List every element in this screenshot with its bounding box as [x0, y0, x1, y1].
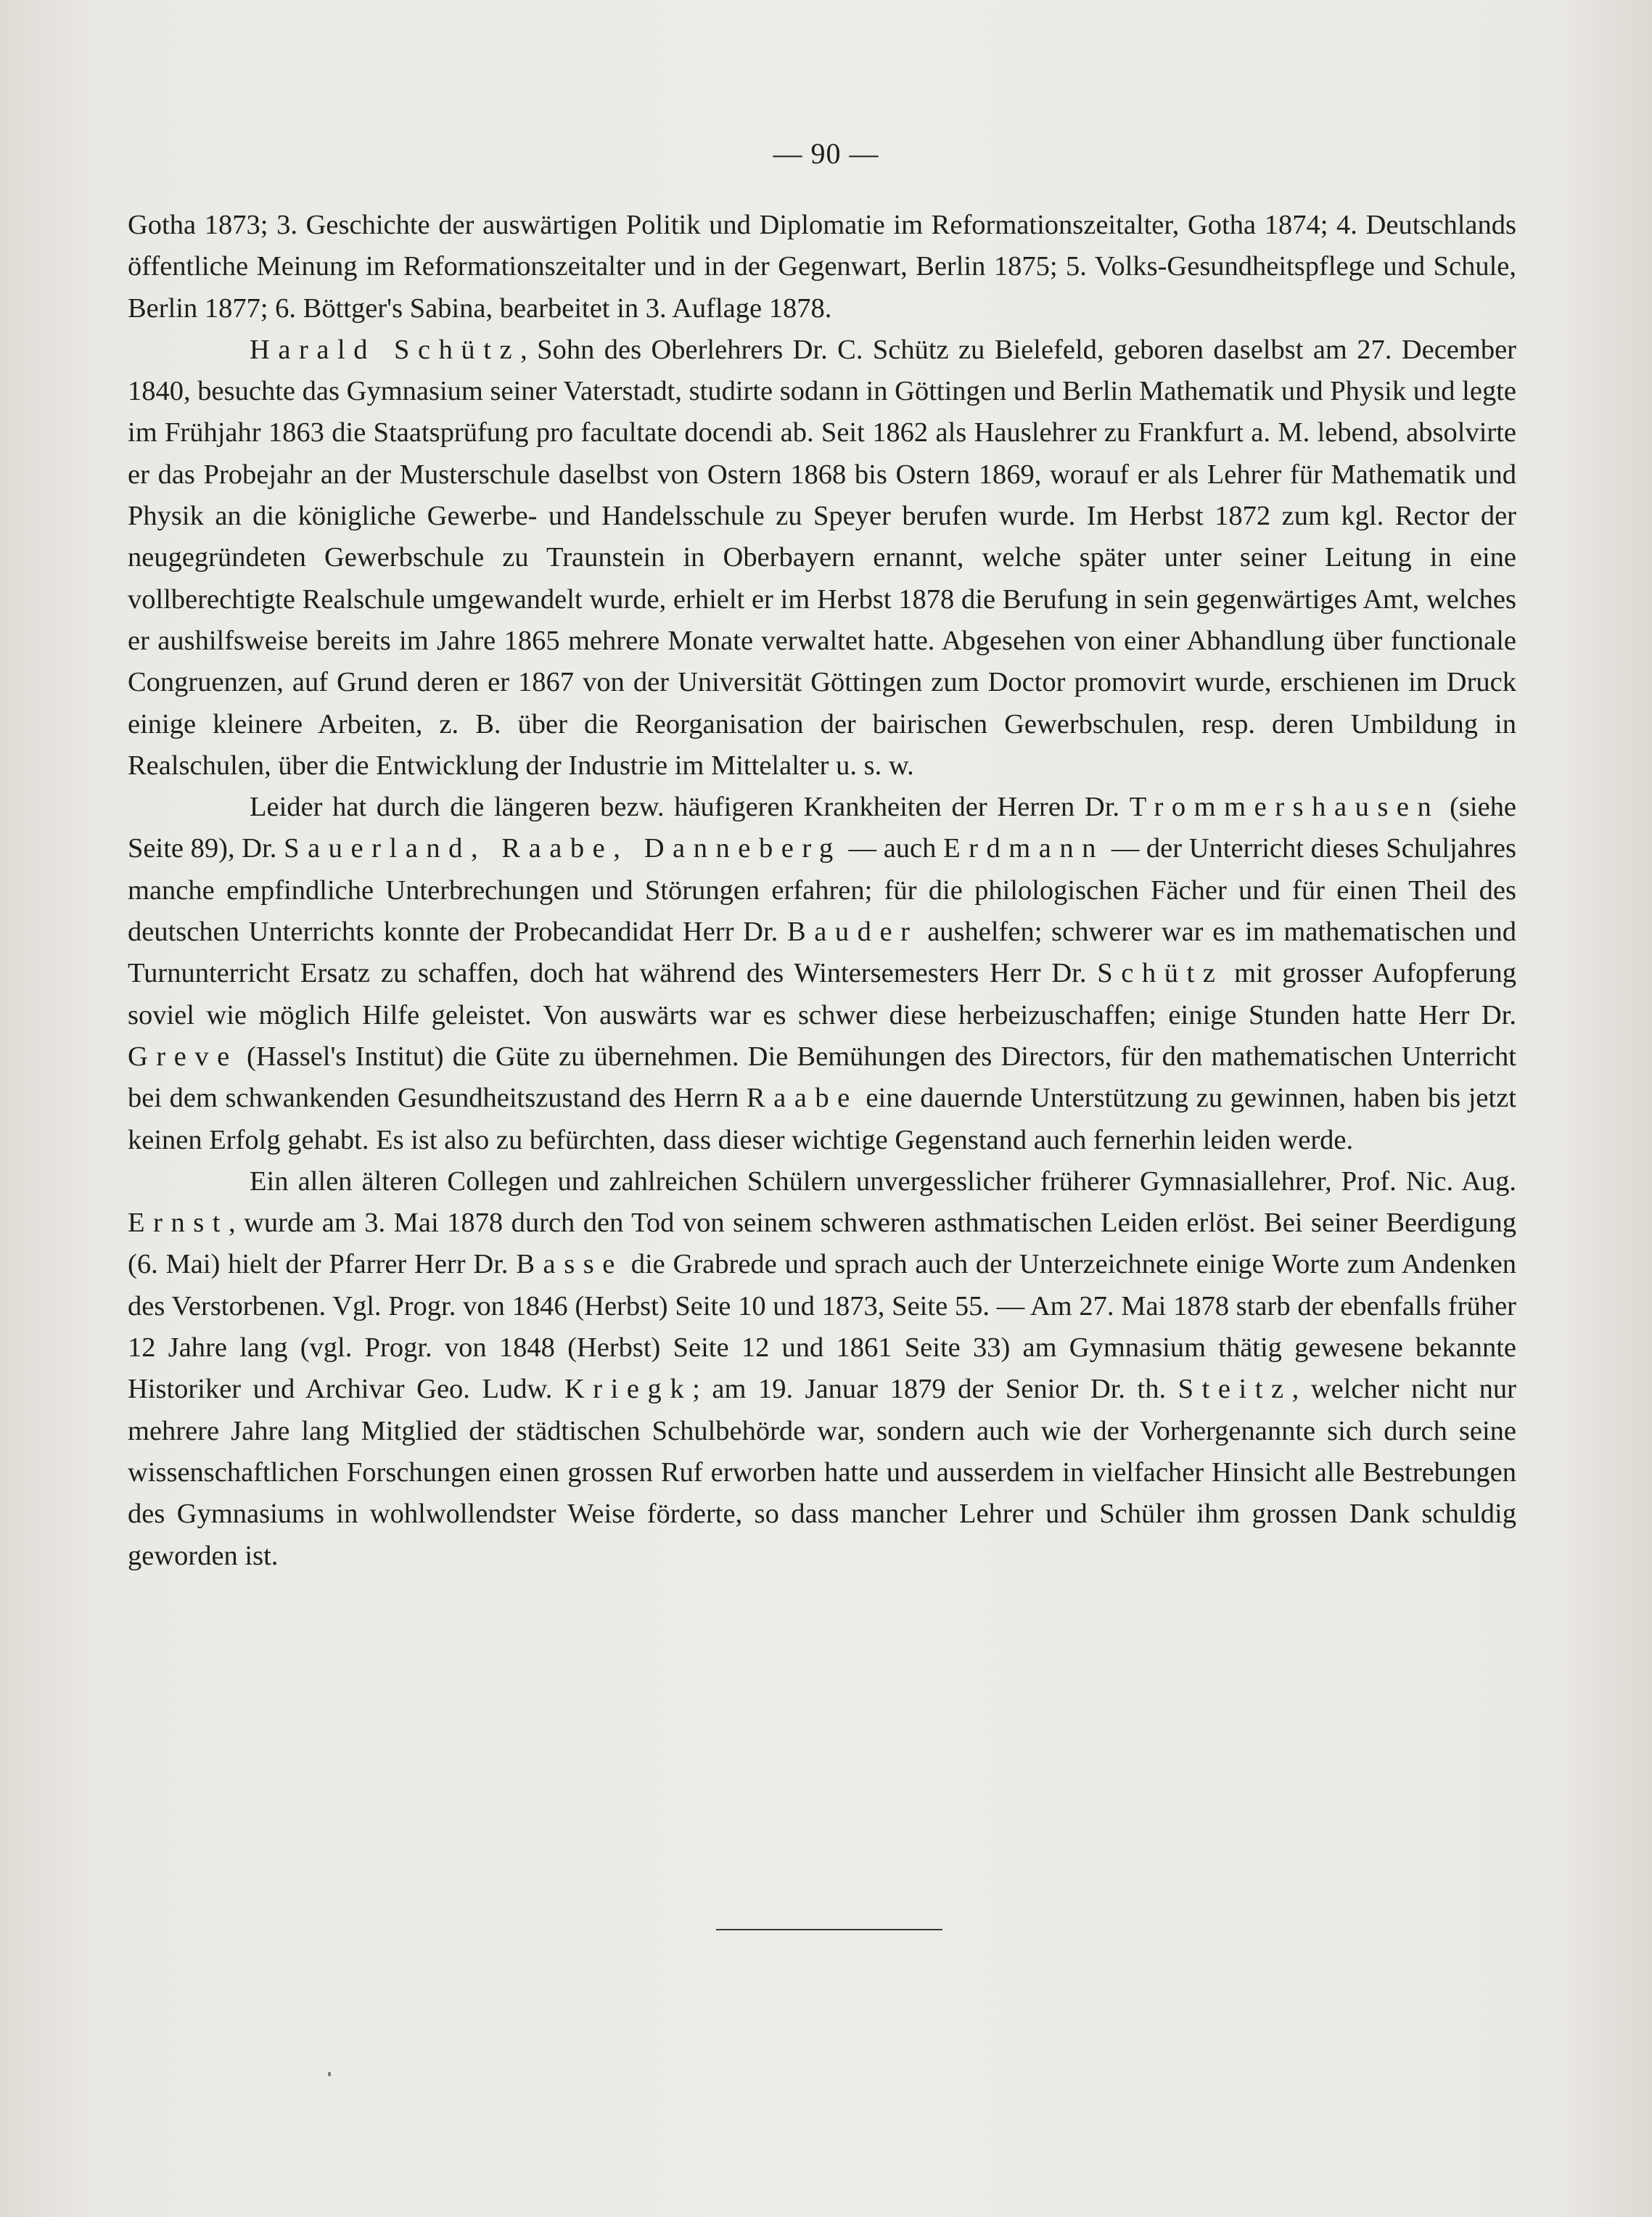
text-run: — der Unterricht dieses Schuljahres manche empfindliche Unterbrechungen und Störungen erfahren; für die philologischen Fächer und für einen Theil des deutschen Unterrichts konnte der Probecandidat Herr Dr. — [128, 833, 1516, 948]
text-run: aushelfen; schwerer war es im mathematischen und Turnunterricht Ersatz zu schaffen, doch hat während des Wintersemesters Herr Dr. — [128, 917, 1516, 989]
spaced-name: Schütz — [1097, 958, 1224, 989]
spaced-name: Bauder — [787, 917, 919, 948]
paragraph-p4 — [128, 1161, 1516, 1577]
paragraph-p1 — [128, 205, 1516, 329]
spaced-name: Harald Schütz — [250, 334, 521, 365]
text-run: , wurde am 3. Mai 1878 durch den Tod von seinem schweren asthmatischen Leiden erlöst. Bei seiner Beerdigung (6. Mai) hielt der Pfarrer Herr Dr. — [128, 1208, 1516, 1280]
spaced-name: Erdmann — [943, 833, 1105, 864]
spaced-name: Basse — [516, 1249, 623, 1280]
end-rule — [716, 1929, 942, 1930]
paragraph-p3 — [128, 787, 1516, 1161]
page-number: — 90 — — [773, 137, 879, 170]
spaced-name: Raabe — [746, 1083, 858, 1114]
text-run: Ein allen älteren Collegen und zahlreichen Schülern unvergesslicher früherer Gymnasiallehrer, Prof. Nic. Aug. — [250, 1165, 1516, 1197]
print-speck — [328, 2072, 331, 2076]
paragraph-p2 — [128, 329, 1516, 787]
text-run: Leider hat durch die längeren bezw. häufigeren Krankheiten der Herren Dr. — [250, 792, 1130, 823]
spaced-name: Greve — [128, 1041, 238, 1072]
text-run: , welcher nicht nur mehrere Jahre lang Mitglied der städtischen Schulbehörde war, sondern auch wie der Vorhergenannte sich durch seine wissenschaftlichen Forschungen einen grossen Ruf erworben hatte und ausserdem in vielfacher Hinsicht alle Bestrebungen des Gymnasiums in wohlwollendster Weise förderte, so dass mancher Lehrer und Schüler ihm grossen Dank schuldig geworden ist. — [128, 1374, 1516, 1571]
spaced-name: Steitz — [1178, 1374, 1292, 1405]
text-run: eine dauernde Unterstützung zu gewinnen, haben bis jetzt keinen Erfolg gehabt. Es ist also zu befürchten, dass dieser wichtige Gegenstand auch fernerhin leiden werde. — [128, 1083, 1516, 1155]
text-run: ; am 19. Januar 1879 der Senior Dr. th. — [692, 1374, 1178, 1405]
text-run: die Grabrede und sprach auch der Unterzeichnete einige Worte zum Andenken des Verstorbenen. Vgl. Progr. von 1846 (Herbst) Seite 10 und 1873, Seite 55. — Am 27. Mai 1878 starb der ebenfalls früher 12 Jahre lang (vgl. Progr. von 1848 (Herbst) Seite 12 und 1861 Seite 33) am Gymnasium thätig gewesene bekannte Historiker und Archivar Geo. Ludw. — [128, 1249, 1516, 1405]
text-run: (Hassel's Institut) die Güte zu übernehmen. Die Bemühungen des Directors, für den mathematischen Unterricht bei dem schwankenden Gesundheitszustand des Herrn — [128, 1041, 1516, 1114]
spaced-name: Kriegk — [564, 1374, 693, 1405]
spaced-name: Sauerland, Raabe, Danneberg — [284, 833, 842, 864]
spaced-name: Ernst — [128, 1208, 229, 1239]
text-body — [128, 205, 1516, 1577]
spaced-name: Trommershausen — [1129, 792, 1440, 823]
text-run: mit grosser Aufopferung soviel wie möglich Hilfe geleistet. Von auswärts war es schwer diese herbeizuschaffen; einige Stunden hatte Herr Dr. — [128, 958, 1516, 1030]
text-run: (siehe Seite 89), Dr. — [128, 792, 1516, 864]
text-run: , Sohn des Oberlehrers Dr. C. Schütz zu Bielefeld, geboren daselbst am 27. December 1840, besuchte das Gymnasium seiner Vaterstadt, studirte sodann in Göttingen und Berlin Mathematik und Physik und legte im Frühjahr 1863 die Staatsprüfung pro facultate docendi ab. Seit 1862 als Hauslehrer zu Frankfurt a. M. lebend, absolvirte er das Probejahr an der Musterschule daselbst von Ostern 1868 bis Ostern 1869, worauf er als Lehrer für Mathematik und Physik an die königliche Gewerbe- und Handelsschule zu Speyer berufen wurde. Im Herbst 1872 zum kgl. Rector der neugegründeten Gewerbschule zu Traunstein in Oberbayern ernannt, welche später unter seiner Leitung in eine vollberechtigte Realschule umgewandelt wurde, erhielt er im Herbst 1878 die Berufung in sein gegenwärtiges Amt, welches er aushilfsweise bereits im Jahre 1865 mehrere Monate verwaltet hatte. Abgesehen von einer Abhandlung über functionale Congruenzen, auf Grund deren er 1867 von der Universität Göttingen zum Doctor promovirt wurde, erschienen im Druck einige kleinere Arbeiten, z. B. über die Reorganisation der bairischen Gewerbschulen, resp. deren Umbildung in Realschulen, über die Entwicklung der Industrie im Mittelalter u. s. w. — [128, 334, 1516, 781]
text-run: — auch — [841, 833, 944, 864]
text-run: Gotha 1873; 3. Geschichte der auswärtigen Politik und Diplomatie im Reformationszeitalter, Gotha 1874; 4. Deutschlands öffentliche Meinung im Reformationszeitalter und in der Gegenwart, Berlin 1875; 5. Volks-Gesundheitspflege und Schule, Berlin 1877; 6. Böttger's Sabina, bearbeitet in 3. Auflage 1878. — [128, 210, 1516, 324]
